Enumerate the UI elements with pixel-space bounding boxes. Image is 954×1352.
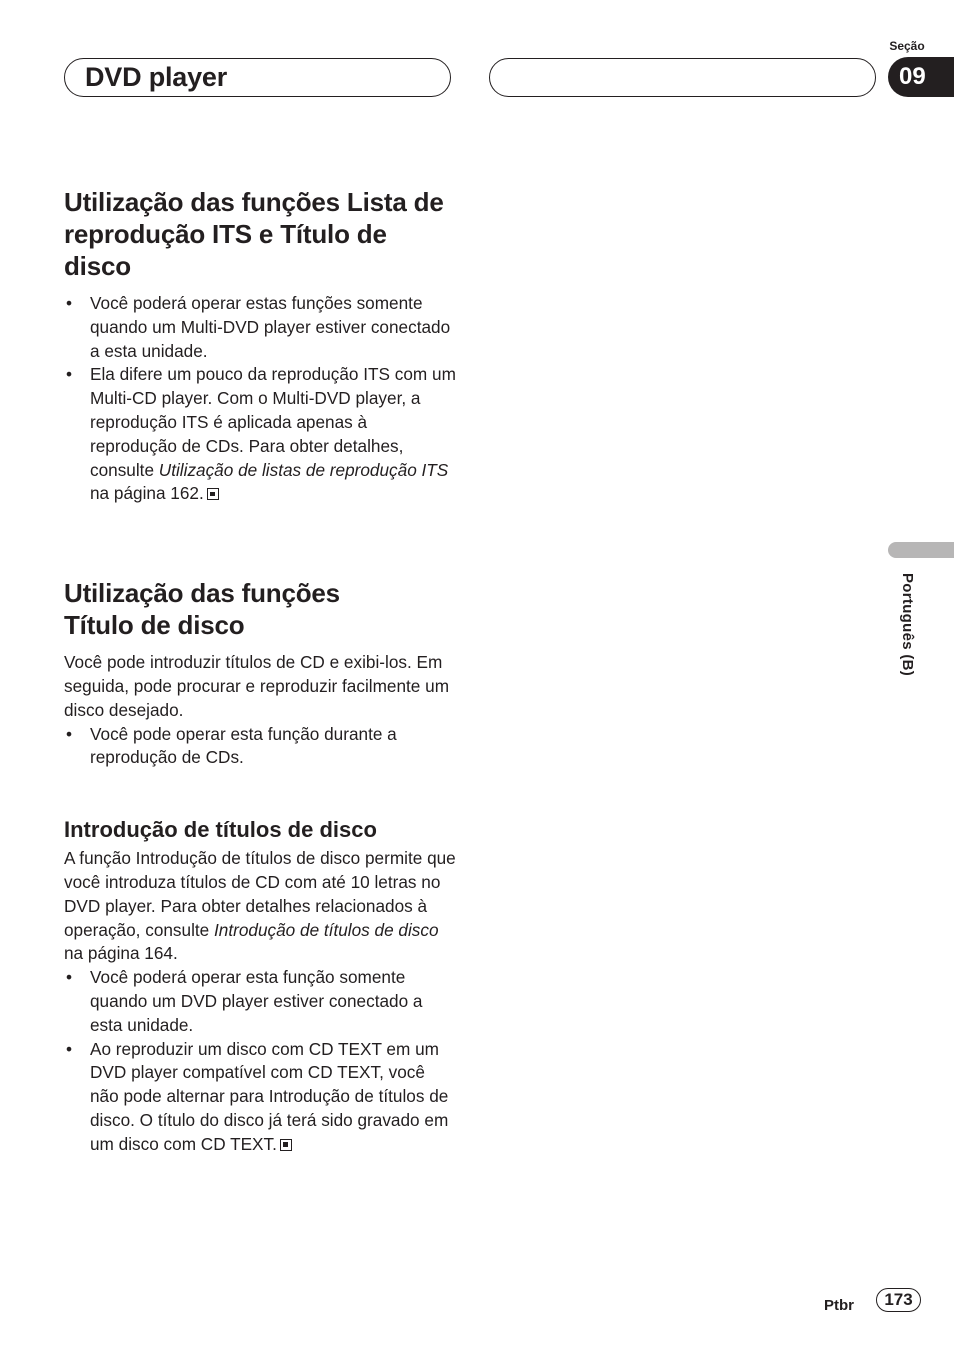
list-item <box>64 723 456 771</box>
section-number-badge: 09 <box>888 57 954 97</box>
section2-heading: Utilização das funções Título de disco <box>64 578 340 641</box>
list-item <box>64 363 456 506</box>
main-content <box>64 186 456 1157</box>
language-tab-marker <box>888 542 954 558</box>
page-number: 173 <box>876 1288 921 1312</box>
footer-language-code: Ptbr <box>824 1297 854 1314</box>
bullet-text: na página 162. <box>90 483 204 504</box>
paragraph-text: A função Introdução de títulos de disco permite que você introduza títulos de CD com até 10 letras no DVD player. Para obter detalhes relacionados à operação, consulte <box>64 848 456 940</box>
cross-reference: Introdução de títulos de disco <box>214 919 439 940</box>
bullet-text: Ela difere um pouco da reprodução ITS com um Multi-CD player. Com o Multi-DVD player, a reprodução ITS é aplicada apenas à reprodução de CDs. Para obter detalhes, consulte <box>90 364 456 480</box>
header-title-box <box>64 58 451 97</box>
side-language-label: Português (B) <box>899 573 916 677</box>
section3-bullet-list <box>64 966 456 1156</box>
header-title: DVD player <box>85 62 228 92</box>
bullet-text: Você poderá operar esta função somente quando um DVD player estiver conectado a esta unidade. <box>90 967 423 1035</box>
end-of-section-icon <box>207 488 219 500</box>
section2-paragraph: Você pode introduzir títulos de CD e exibi-los. Em seguida, pode procurar e reproduzir facilmente um disco desejado. <box>64 652 450 720</box>
paragraph-text: na página 164. <box>64 943 178 964</box>
section1-bullet-list <box>64 292 456 506</box>
section2-bullet-list <box>64 723 456 771</box>
list-item <box>64 1038 456 1157</box>
header-blank-box <box>489 58 876 97</box>
list-item <box>64 966 456 1037</box>
bullet-text: Você pode operar esta função durante a reprodução de CDs. <box>90 723 397 768</box>
cross-reference: Utilização de listas de reprodução ITS <box>158 459 449 480</box>
bullet-text: Você poderá operar estas funções somente quando um Multi-DVD player estiver conectado a esta unidade. <box>90 293 451 361</box>
list-item <box>64 292 456 363</box>
section3-paragraph <box>64 847 456 966</box>
section-label: Seção <box>889 39 925 53</box>
section1-heading: Utilização das funções Lista de reprodução ITS e Título de disco <box>64 187 444 281</box>
bullet-text: Ao reproduzir um disco com CD TEXT em um DVD player compatível com CD TEXT, você não pode alternar para Introdução de títulos de disco. O título do disco já terá sido gravado em um disco com CD TEXT. <box>90 1038 449 1154</box>
section3-heading: Introdução de títulos de disco <box>64 817 377 843</box>
end-of-section-icon <box>280 1139 292 1151</box>
